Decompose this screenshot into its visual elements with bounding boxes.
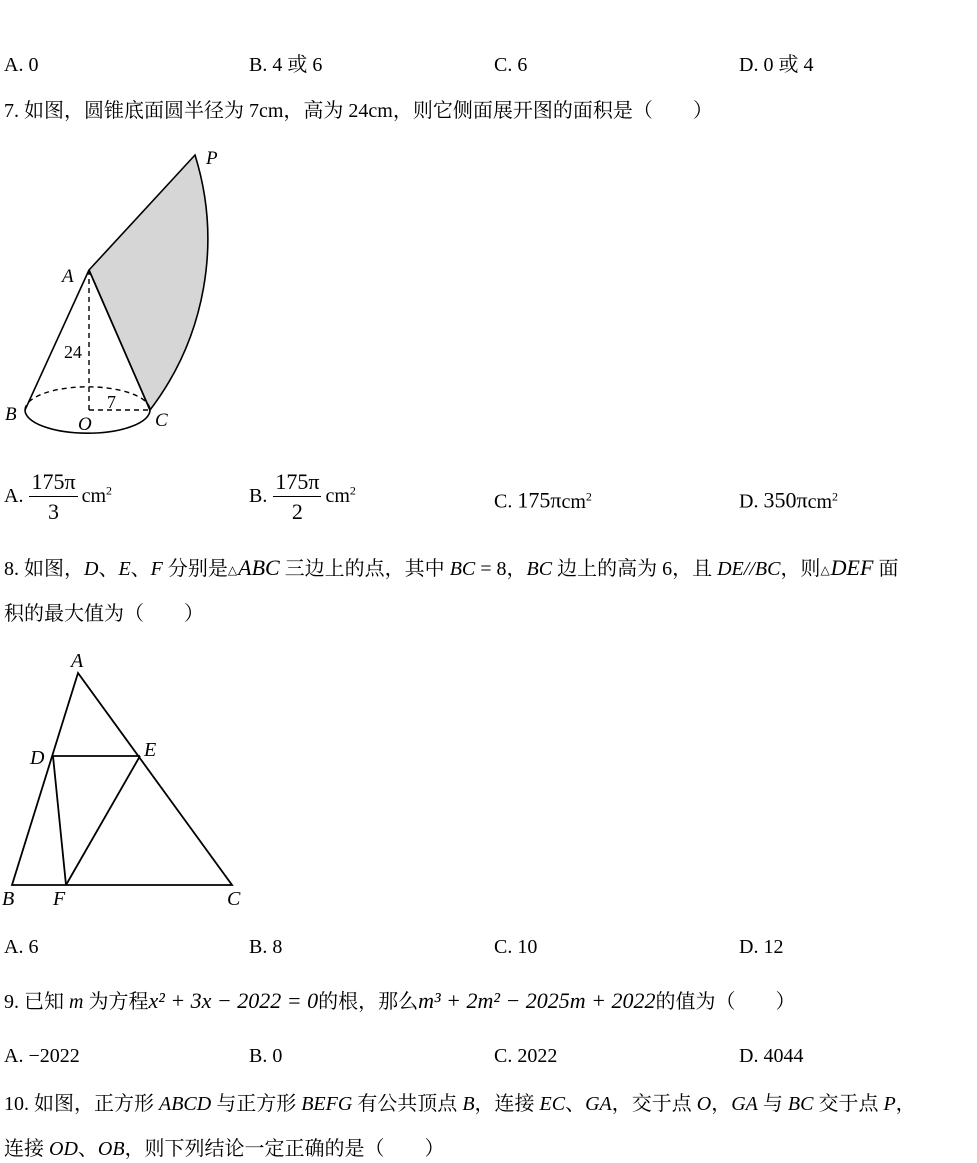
q10-stem-line2: 连接 OD、OB，则下列结论一定正确的是（ ） [4, 1138, 445, 1160]
q8-option-b: B. 8 [249, 936, 283, 958]
q7-option-b: B. $\frac{175\pi}{2}$ $cm^2$ [249, 468, 356, 527]
q8-triangle-figure [0, 645, 260, 915]
q9-equation: x² + 3x − 2022 = 0 [148, 988, 319, 1013]
q7-label-a: A [62, 266, 74, 287]
q9-option-d: D. 4044 [739, 1045, 804, 1067]
q7-option-a-fraction: $\frac{175\pi}{3}$ [31, 469, 76, 524]
q7-cone-figure [0, 140, 260, 440]
q7-label-c: C [155, 410, 168, 431]
q7-option-b-fraction: $\frac{175\pi}{2}$ [275, 469, 320, 524]
q6-option-d: D. 0 或 4 [739, 54, 814, 76]
q9-expression: m³ + 2m² − 2025m + 2022 [418, 988, 656, 1013]
q7-label-b: B [5, 404, 17, 425]
q8-segment-ef [66, 756, 140, 885]
q7-option-c: C. 175πcm$^2$ [494, 487, 592, 513]
q9-stem: 9. 已知 m 为方程x² + 3x − 2022 = 0的根，那么m³ + 2m² − 2025m + 2022的值为（ ） [4, 988, 796, 1013]
q8-label-c: C [227, 888, 241, 910]
q7-label-p: P [206, 148, 218, 169]
q7-cone-left-side [25, 270, 89, 410]
q7-label-o: O [78, 414, 92, 435]
q7-option-a: A. $\frac{175\pi}{3}$ $cm^2$ [4, 468, 112, 527]
q8-option-a: A. 6 [4, 936, 39, 958]
q9-option-c: C. 2022 [494, 1045, 558, 1067]
q9-option-a: A. −2022 [4, 1045, 80, 1067]
q6-option-a: A. 0 [4, 54, 39, 76]
q8-label-e: E [144, 739, 157, 761]
q6-option-c: C. 6 [494, 54, 528, 76]
q8-option-c: C. 10 [494, 936, 538, 958]
q7-base-back [25, 387, 150, 410]
q8-label-f: F [53, 888, 66, 910]
q9-option-b: B. 0 [249, 1045, 283, 1067]
q8-option-d: D. 12 [739, 936, 784, 958]
q10-stem-line1: 10. 如图，正方形 ABCD 与正方形 BEFG 有公共顶点 B，连接 EC、GA，交于点 O，GA 与 BC 交于点 P， [4, 1093, 916, 1115]
q7-label-height: 24 [64, 342, 82, 362]
q7-option-d: D. 350πcm$^2$ [739, 487, 838, 513]
q8-label-b: B [2, 888, 15, 910]
q7-label-radius: 7 [107, 392, 116, 412]
q7-sector [89, 155, 208, 410]
q8-segment-df [53, 756, 66, 885]
q7-stem: 7. 如图，圆锥底面圆半径为 7cm，高为 24cm，则它侧面展开图的面积是（ ） [4, 100, 713, 122]
q8-stem-line2: 积的最大值为（ ） [4, 603, 204, 625]
q8-label-a: A [71, 650, 84, 672]
q6-option-b: B. 4 或 6 [249, 54, 323, 76]
q8-stem-line1: 8. 如图，D、E、F 分别是△ABC 三边上的点，其中 BC = 8，BC 边上的高为 6，且 DE//BC，则△DEF 面 [4, 555, 899, 580]
q8-label-d: D [30, 747, 45, 769]
q8-triangle-abc [12, 673, 232, 885]
